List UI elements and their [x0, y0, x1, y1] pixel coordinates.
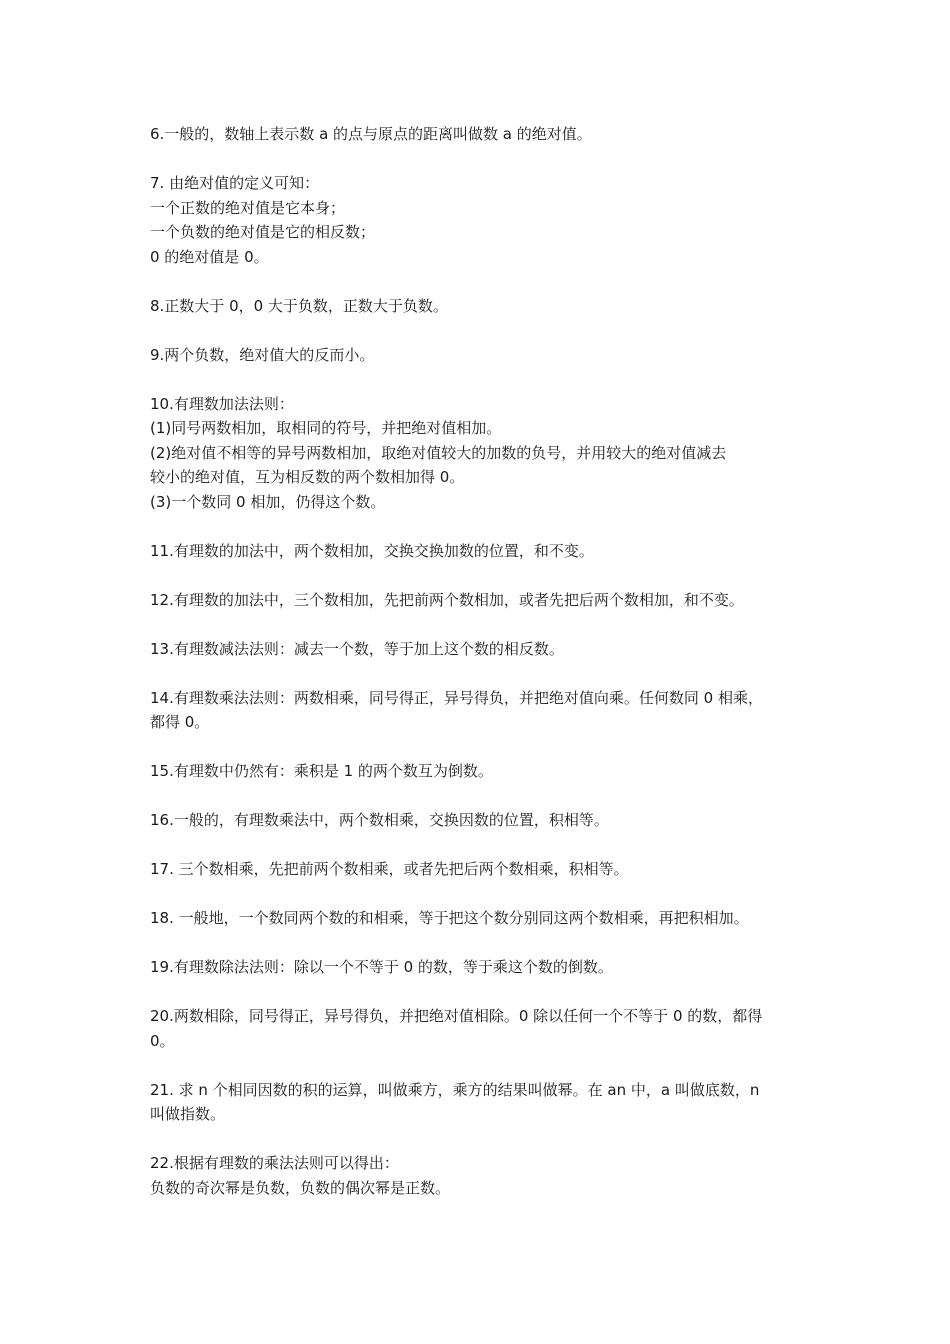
text-line: 14.有理数乘法法则：两数相乘，同号得正，异号得负，并把绝对值向乘。任何数同 0 相乘， — [150, 688, 763, 707]
text-line: 10.有理数加法法则： — [150, 394, 294, 413]
text-line: 18. 一般地，一个数同两个数的和相乘，等于把这个数分别同这两个数相乘，再把积相加。 — [150, 909, 749, 927]
text-line: 9.两个负数，绝对值大的反而小。 — [150, 345, 375, 364]
paragraph-20 — [150, 1004, 815, 1053]
text-line: (1)同号两数相加，取相同的符号，并把绝对值相加。 — [150, 419, 502, 437]
paragraph-7 — [150, 171, 815, 269]
text-line: 负数的奇次幂是负数，负数的偶次幂是正数。 — [150, 1178, 451, 1197]
paragraph-9 — [150, 343, 815, 368]
text-line: 17. 三个数相乘，先把前两个数相乘，或者先把后两个数相乘，积相等。 — [150, 860, 629, 878]
text-line: 20.两数相除，同号得正，异号得负，并把绝对值相除。0 除以任何一个不等于 0 的数，都得 — [150, 1007, 763, 1025]
paragraph-15 — [150, 759, 815, 784]
text-line: 19.有理数除法法则：除以一个不等于 0 的数，等于乘这个数的倒数。 — [150, 958, 613, 976]
text-line: 11.有理数的加法中，两个数相加，交换交换加数的位置，和不变。 — [150, 541, 594, 560]
text-line: 叫做指数。 — [150, 1105, 226, 1123]
paragraph-8 — [150, 294, 815, 319]
document-page — [150, 122, 815, 1225]
text-line: 15.有理数中仍然有：乘积是 1 的两个数互为倒数。 — [150, 762, 493, 780]
paragraph-14 — [150, 686, 815, 735]
text-line: 0 的绝对值是 0。 — [150, 247, 269, 266]
text-line: 较小的绝对值，互为相反数的两个数相加得 0。 — [150, 468, 465, 486]
paragraph-12 — [150, 588, 815, 613]
paragraph-22 — [150, 1151, 815, 1200]
text-line: 13.有理数减法法则：减去一个数，等于加上这个数的相反数。 — [150, 639, 564, 658]
paragraph-13 — [150, 637, 815, 662]
paragraph-18 — [150, 906, 815, 931]
paragraph-6 — [150, 122, 815, 147]
text-line: 21. 求 n 个相同因数的积的运算，叫做乘方，乘方的结果叫做幂。在 an 中，a 叫做底数，n — [150, 1080, 760, 1099]
text-line: 22.根据有理数的乘法法则可以得出： — [150, 1154, 399, 1172]
text-line: 7. 由绝对值的定义可知： — [150, 174, 320, 192]
text-line: 6.一般的，数轴上表示数 a 的点与原点的距离叫做数 a 的绝对值。 — [150, 125, 592, 143]
paragraph-16 — [150, 808, 815, 833]
paragraph-10 — [150, 392, 815, 515]
text-line: (2)绝对值不相等的异号两数相加，取绝对值较大的加数的负号，并用较大的绝对值减去 — [150, 443, 727, 462]
text-line: 一个正数的绝对值是它本身； — [150, 198, 346, 217]
text-line: 16.一般的，有理数乘法中，两个数相乘，交换因数的位置，积相等。 — [150, 811, 609, 829]
text-line: 12.有理数的加法中，三个数相加，先把前两个数相加，或者先把后两个数相加，和不变。 — [150, 590, 744, 609]
text-line: 0。 — [150, 1031, 175, 1050]
paragraph-19 — [150, 955, 815, 980]
text-line: 一个负数的绝对值是它的相反数； — [150, 223, 376, 241]
text-line: 都得 0。 — [150, 713, 210, 731]
paragraph-11 — [150, 539, 815, 564]
paragraph-21 — [150, 1078, 815, 1127]
paragraph-17 — [150, 857, 815, 882]
text-line: 8.正数大于 0，0 大于负数，正数大于负数。 — [150, 296, 448, 315]
text-line: (3)一个数同 0 相加，仍得这个数。 — [150, 492, 386, 511]
